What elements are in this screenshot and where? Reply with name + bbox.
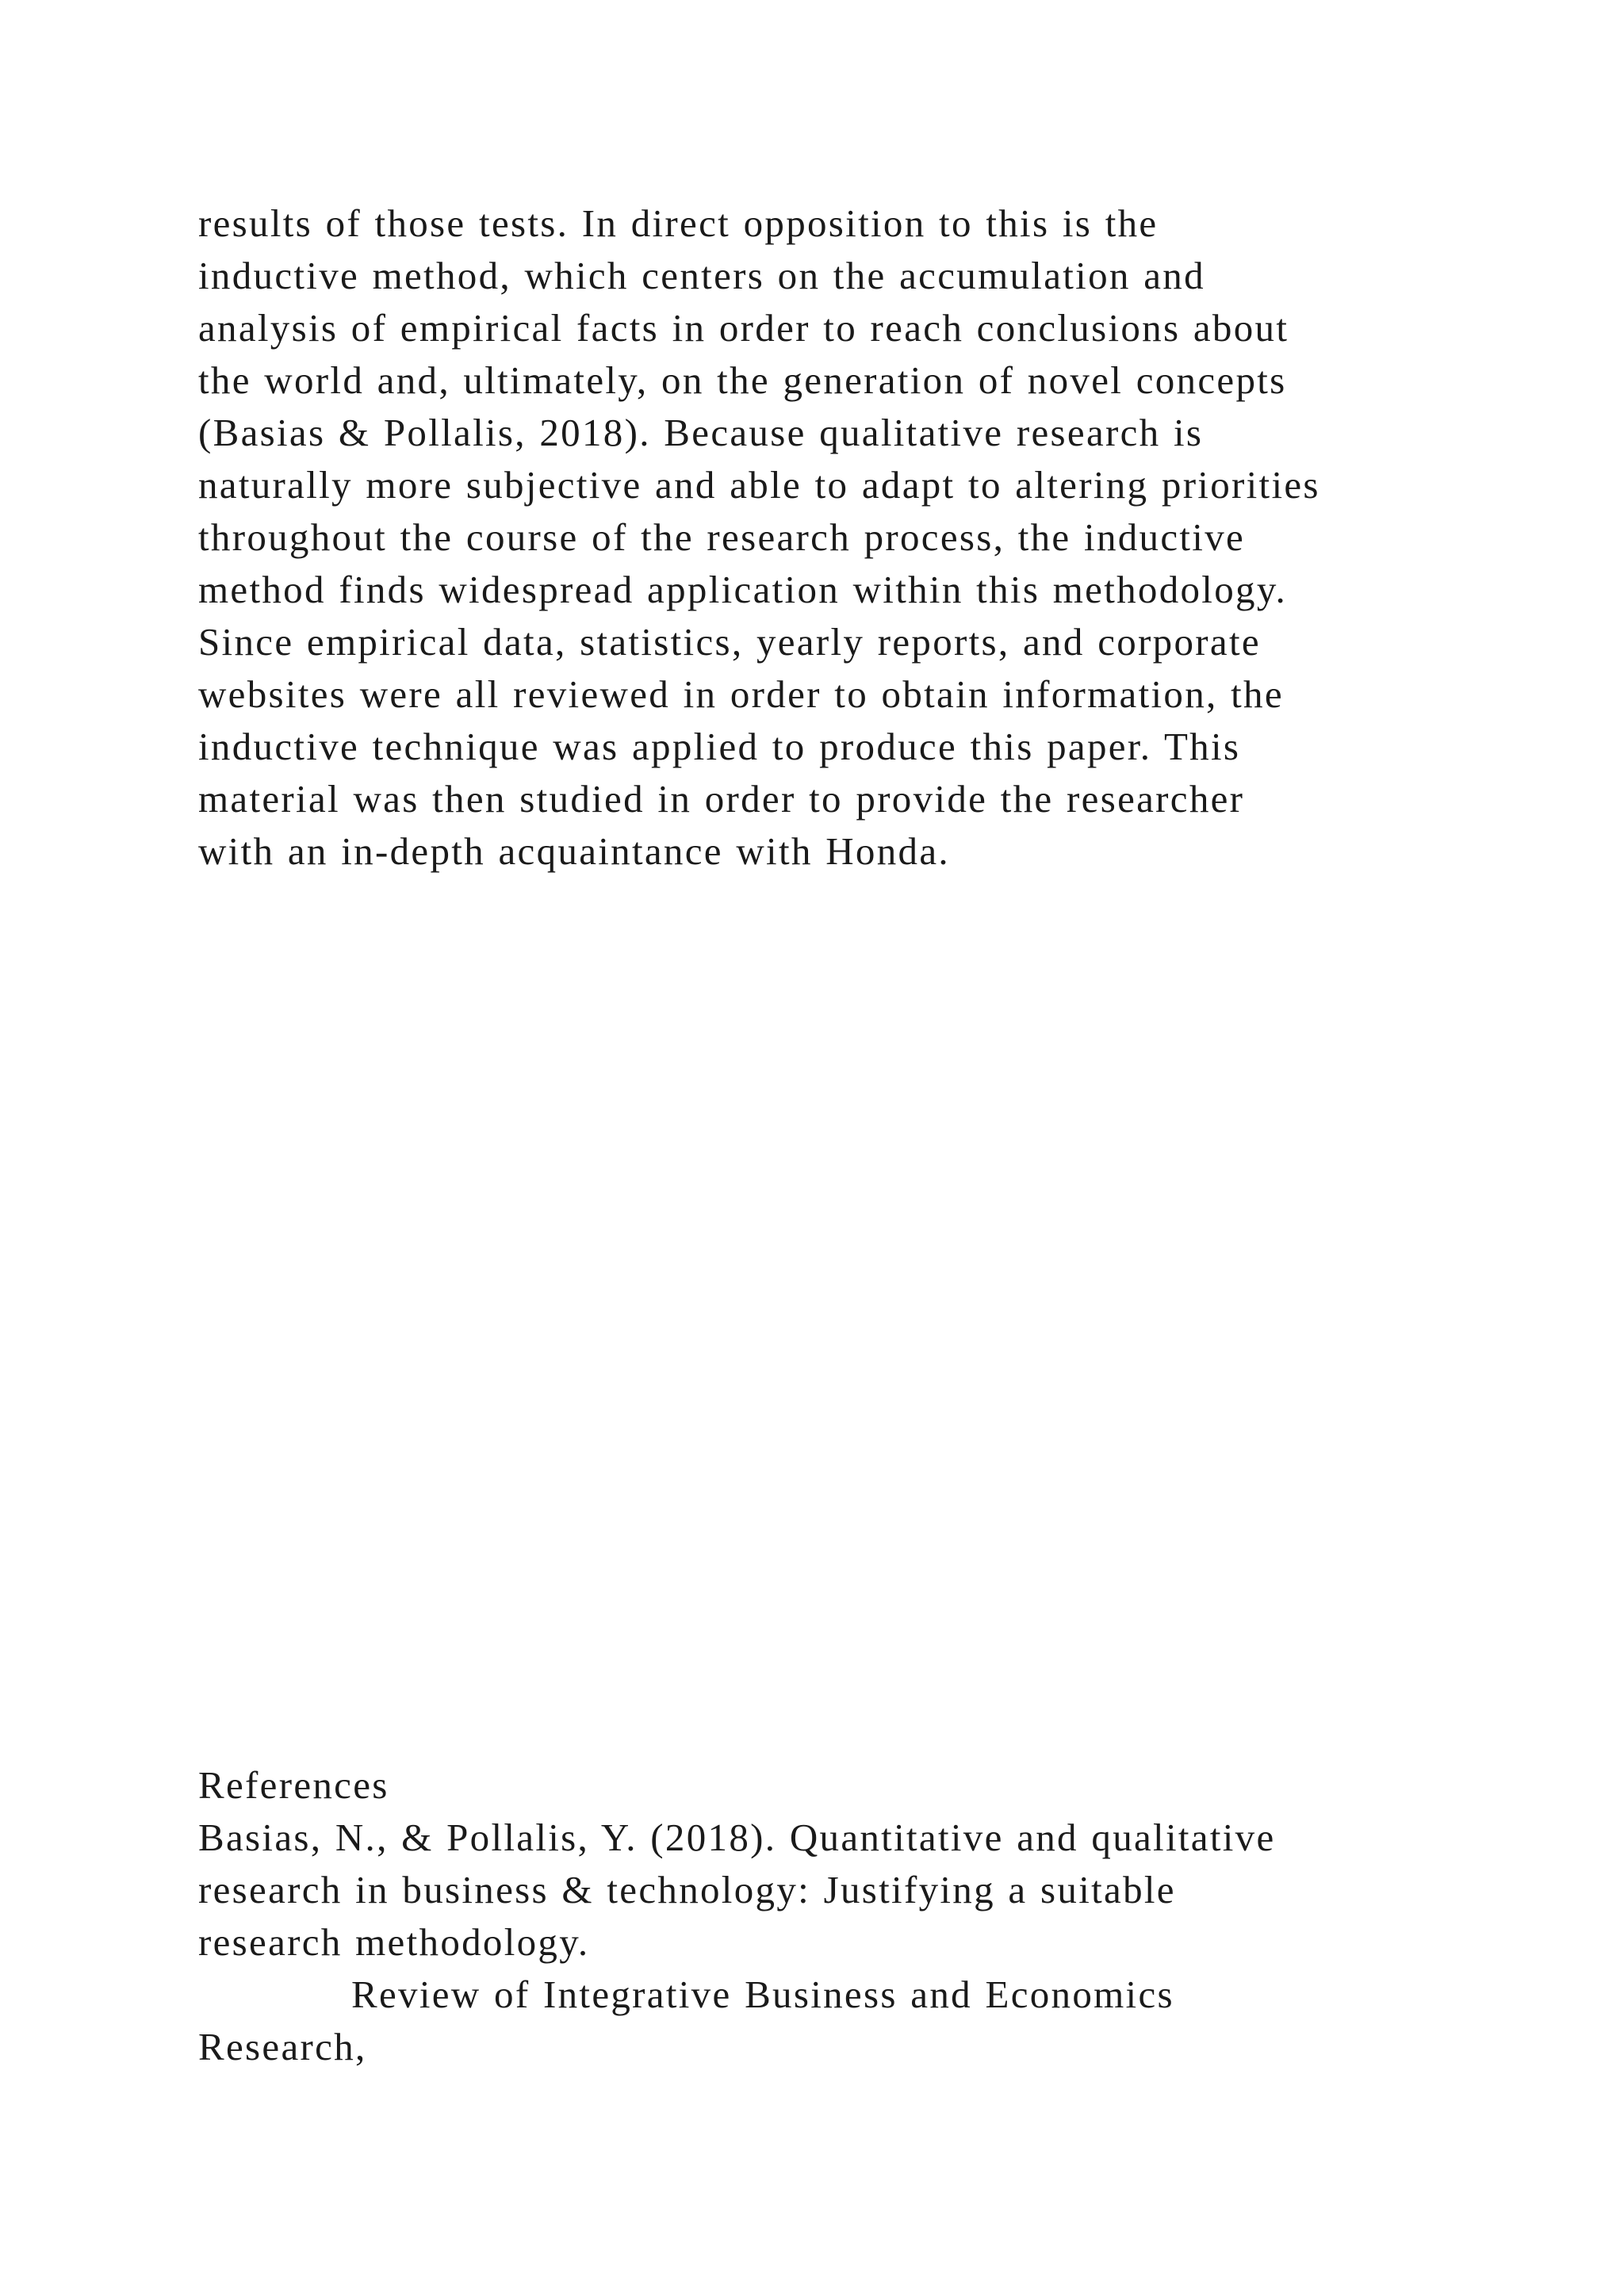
reference-journal-line: Review of Integrative Business and Economics <box>351 1973 1174 2016</box>
reference-line: Research, <box>198 2025 367 2068</box>
text-line: websites were all reviewed in order to obtain information, the <box>198 672 1284 716</box>
text-line: analysis of empirical facts in order to reach conclusions about <box>198 306 1289 350</box>
text-line: results of those tests. In direct opposition to this is the <box>198 201 1159 245</box>
reference-line: research methodology. <box>198 1920 590 1964</box>
text-line: method finds widespread application within this methodology. <box>198 568 1287 611</box>
reference-line: research in business & technology: Justifying a suitable <box>198 1868 1176 1911</box>
text-line: naturally more subjective and able to adapt to altering priorities <box>198 463 1320 507</box>
text-line: throughout the course of the research process, the inductive <box>198 515 1246 559</box>
text-line: with an in-depth acquaintance with Honda. <box>198 829 950 873</box>
text-line: inductive technique was applied to produce this paper. This <box>198 725 1241 768</box>
text-line: inductive method, which centers on the accumulation and <box>198 254 1205 297</box>
text-line: Since empirical data, statistics, yearly reports, and corporate <box>198 620 1261 664</box>
text-line: (Basias & Pollalis, 2018). Because qualitative research is <box>198 411 1204 454</box>
text-line: the world and, ultimately, on the generation of novel concepts <box>198 358 1287 402</box>
reference-line: Basias, N., & Pollalis, Y. (2018). Quantitative and qualitative <box>198 1816 1276 1859</box>
references-heading: References <box>198 1763 389 1807</box>
text-line: material was then studied in order to provide the researcher <box>198 777 1245 821</box>
